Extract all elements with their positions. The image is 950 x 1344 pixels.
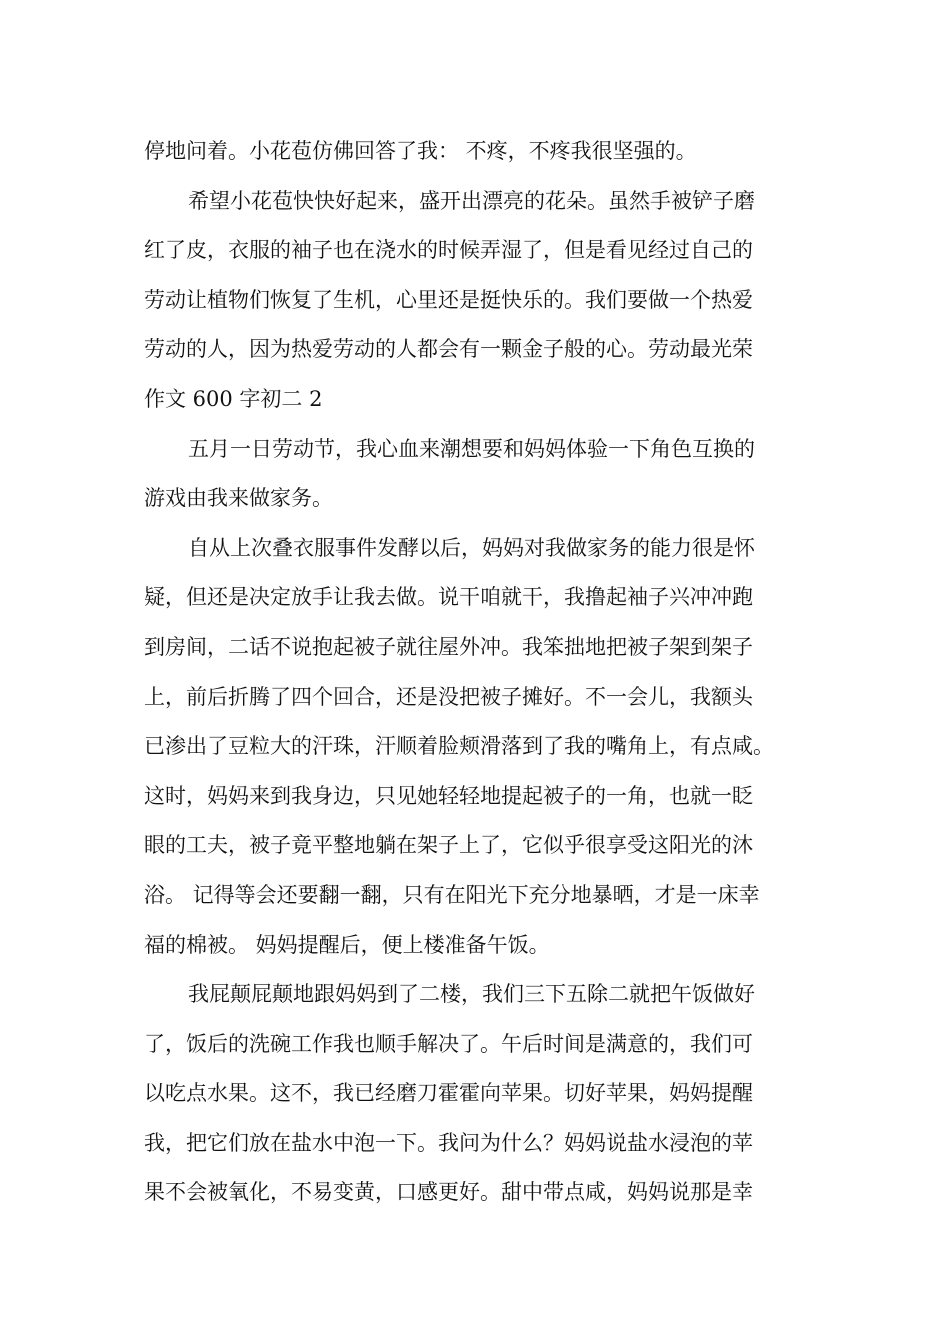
text-line: 浴。 记得等会还要翻一翻，只有在阳光下充分地暴晒，才是一床幸 bbox=[144, 882, 760, 907]
paragraph-start-line: 我屁颠屁颠地跟妈妈到了二楼，我们三下五除二就把午饭做好 bbox=[188, 982, 755, 1007]
paragraph-start-line: 自从上次叠衣服事件发酵以后，妈妈对我做家务的能力很是怀 bbox=[188, 535, 755, 560]
text-line: 以吃点水果。这不，我已经磨刀霍霍向苹果。切好苹果，妈妈提醒 bbox=[144, 1081, 753, 1106]
paragraph-start-line: 希望小花苞快快好起来，盛开出漂亮的花朵。虽然手被铲子磨 bbox=[188, 188, 755, 213]
text-line: 停地问着。小花苞仿佛回答了我： 不疼，不疼我很坚强的。 bbox=[144, 139, 697, 163]
text-line: 劳动让植物们恢复了生机，心里还是挺快乐的。我们要做一个热爱 bbox=[144, 287, 753, 312]
paragraph-start-line: 五月一日劳动节，我心血来潮想要和妈妈体验一下角色互换的 bbox=[188, 436, 755, 461]
text-line: 了，饭后的洗碗工作我也顺手解决了。午后时间是满意的，我们可 bbox=[144, 1031, 753, 1056]
body-text bbox=[144, 127, 824, 1218]
text-line: 疑，但还是决定放手让我去做。说干咱就干，我撸起袖子兴冲冲跑 bbox=[144, 585, 753, 610]
text-line: 上，前后折腾了四个回合，还是没把被子摊好。不一会儿，我额头 bbox=[144, 684, 753, 709]
text-line: 红了皮，衣服的袖子也在浇水的时候弄湿了，但是看见经过自己的 bbox=[144, 238, 753, 263]
text-line: 已渗出了豆粒大的汗珠，汗顺着脸颊滑落到了我的嘴角上，有点咸。 bbox=[144, 734, 774, 759]
text-line: 游戏由我来做家务。 bbox=[144, 486, 333, 511]
text-line: 到房间，二话不说抱起被子就往屋外冲。我笨拙地把被子架到架子 bbox=[144, 634, 753, 659]
text-line: 这时，妈妈来到我身边，只见她轻轻地提起被子的一角，也就一眨 bbox=[144, 783, 753, 808]
text-line: 眼的工夫，被子竟平整地躺在架子上了，它似乎很享受这阳光的沐 bbox=[144, 833, 753, 858]
text-line: 我，把它们放在盐水中泡一下。我问为什么？妈妈说盐水浸泡的苹 bbox=[144, 1130, 753, 1155]
text-line: 果不会被氧化，不易变黄，口感更好。甜中带点咸，妈妈说那是幸 bbox=[144, 1180, 753, 1205]
section-title-line: 作文 600 字初二 2 bbox=[144, 386, 323, 411]
text-line: 福的棉被。 妈妈提醒后，便上楼准备午饭。 bbox=[144, 932, 550, 957]
text-line: 劳动的人，因为热爱劳动的人都会有一颗金子般的心。劳动最光荣 bbox=[144, 337, 753, 362]
